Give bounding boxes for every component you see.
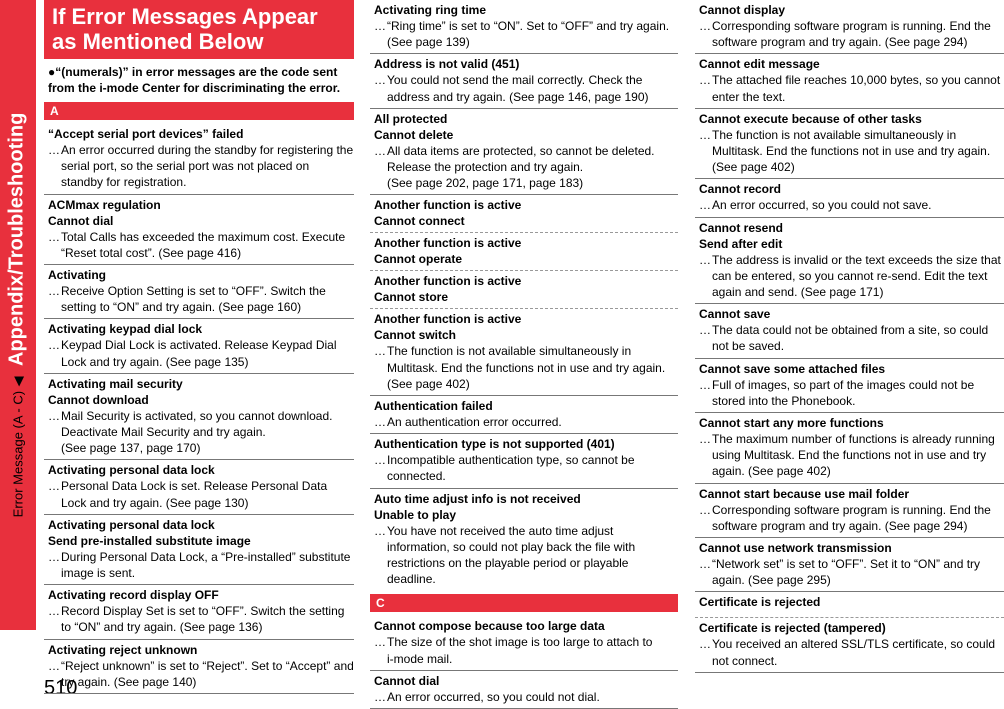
error-title: Cannot edit message — [699, 57, 820, 72]
error-entry — [695, 54, 1004, 108]
error-title: Send pre-installed substitute image — [48, 533, 251, 548]
error-description: … You could not send the mail correctly. Check the address and try again. (See page 146, page 190) — [374, 72, 678, 104]
sidebar-marker-icon: ◀ — [10, 376, 26, 387]
error-title: Cannot save — [699, 307, 771, 322]
error-entry — [44, 585, 354, 639]
error-description-ref: (See page 137, page 170) — [61, 441, 201, 456]
error-entry — [370, 233, 678, 271]
error-description: … “Ring time” is set to “ON”. Set to “OFF” and try again. (See page 139) — [374, 18, 678, 50]
error-description: … An error occurred, so you could not save. — [699, 197, 1004, 213]
error-title: Another function is active — [374, 274, 522, 289]
error-entry — [370, 309, 678, 396]
error-description: … Full of images, so part of the images could not be stored into the Phonebook. — [699, 377, 1004, 409]
column-1 — [44, 0, 354, 694]
error-description — [374, 634, 678, 666]
error-title: Address is not valid (451) — [374, 57, 520, 72]
error-entry — [44, 265, 354, 319]
error-entry — [695, 218, 1004, 305]
error-entry — [44, 640, 354, 694]
error-title: Authentication type is not supported (401) — [374, 437, 615, 452]
error-entry — [695, 179, 1004, 217]
column-3 — [695, 0, 1004, 673]
error-entry — [695, 538, 1004, 592]
error-description: … You have not received the auto time adjust information, so could not play back the file with restrictions on the playable period or playable deadline. — [374, 523, 678, 588]
error-description: … The function is not available simultaneously in Multitask. End the functions not in use and try again. (See page 402) — [374, 343, 678, 392]
error-entry — [370, 396, 678, 434]
note-text: “(numerals)” in error messages are the code sent from the i-mode Center for discriminating the error. — [48, 65, 341, 95]
error-title: Cannot download — [48, 392, 149, 407]
page-title: If Error Messages Appear as Mentioned Below — [44, 0, 354, 59]
error-description: … The function is not available simultaneously in Multitask. End the functions not in use and try again. (See page 402) — [699, 127, 1004, 176]
error-entry — [695, 109, 1004, 180]
error-title: Cannot dial — [48, 213, 114, 228]
error-title: Activating reject unknown — [48, 642, 198, 657]
error-title: Cannot connect — [374, 214, 465, 229]
error-title: Activating mail security — [48, 376, 183, 391]
error-title: Cannot resend — [699, 220, 784, 235]
error-description: … The attached file reaches 10,000 bytes, so you cannot enter the text. — [699, 72, 1004, 104]
error-title: Activating record display OFF — [48, 588, 219, 603]
error-title: Cannot operate — [374, 252, 463, 267]
error-title: Another function is active — [374, 198, 522, 213]
error-entry — [370, 616, 678, 670]
page-number: 510 — [44, 677, 78, 699]
error-entry — [44, 195, 354, 265]
error-description-text: Mail Security is activated, so you cannot download. Deactivate Mail Security and try again. — [61, 408, 333, 440]
error-entry — [370, 195, 678, 233]
error-title: Certificate is rejected (tampered) — [699, 621, 886, 636]
error-title: Auto time adjust info is not received — [374, 491, 581, 506]
error-description: … Keypad Dial Lock is activated. Release Keypad Dial Lock and try again. (See page 135) — [48, 337, 354, 369]
error-description: … The maximum number of functions is already running using Multitask. End the functions not in use and try again. (See page 402) — [699, 431, 1004, 480]
error-description: … Record Display Set is set to “OFF”. Switch the setting to “ON” and try again. (See page 136) — [48, 603, 354, 635]
error-title: Send after edit — [699, 236, 783, 251]
sidebar-title: Appendix/Troubleshooting — [5, 112, 28, 366]
error-description-text: All data items are protected, so cannot be deleted. Release the protection and try again. — [387, 143, 655, 175]
section-header-a: A — [44, 102, 354, 120]
error-entry — [44, 319, 354, 373]
error-description: … Receive Option Setting is set to “OFF”. Switch the setting to “ON” and try again. (See page 160) — [48, 283, 354, 315]
bullet-icon: ● — [48, 65, 56, 79]
error-title: Activating personal data lock — [48, 517, 215, 532]
sidebar-label — [6, 113, 29, 518]
error-entry — [370, 489, 678, 591]
error-entry — [44, 460, 354, 514]
error-entry — [370, 434, 678, 488]
error-title: Authentication failed — [374, 399, 493, 414]
error-title: Cannot compose because too large data — [374, 619, 605, 634]
error-title: Cannot dial — [374, 673, 440, 688]
error-title: Cannot execute because of other tasks — [699, 111, 922, 126]
error-entry — [44, 374, 354, 461]
error-title: ACMmax regulation — [48, 197, 161, 212]
error-title: Activating ring time — [374, 3, 487, 17]
error-title: Cannot record — [699, 182, 782, 197]
error-title: All protected — [374, 111, 448, 126]
error-description: … An authentication error occurred. — [374, 414, 678, 430]
error-description: … Personal Data Lock is set. Release Personal Data Lock and try again. (See page 130) — [48, 478, 354, 510]
error-description — [48, 408, 354, 457]
error-entry — [695, 0, 1004, 54]
error-description: … During Personal Data Lock, a “Pre-installed” substitute image is sent. — [48, 549, 354, 581]
error-entry — [44, 124, 354, 195]
error-description-ref: (See page 202, page 171, page 183) — [387, 176, 584, 191]
error-title: Another function is active — [374, 236, 522, 251]
error-entry — [695, 413, 1004, 484]
error-description: … The data could not be obtained from a site, so could not be saved. — [699, 322, 1004, 354]
note — [44, 64, 354, 96]
error-description: … Incompatible authentication type, so cannot be connected. — [374, 452, 678, 484]
error-entry — [370, 0, 678, 54]
error-description: … “Network set” is set to “OFF”. Set it to “ON” and try again. (See page 295) — [699, 556, 1004, 588]
error-title: Cannot display — [699, 3, 786, 17]
error-entry — [695, 592, 1004, 618]
error-title: Cannot save some attached files — [699, 361, 886, 376]
error-entry — [695, 304, 1004, 358]
sidebar — [0, 0, 36, 697]
error-description: … You received an altered SSL/TLS certificate, so could not connect. — [699, 636, 1004, 668]
error-description: … Total Calls has exceeded the maximum cost. Execute “Reset total cost”. (See page 416) — [48, 229, 354, 261]
error-entry — [44, 515, 354, 585]
error-entry — [370, 54, 678, 108]
error-title: “Accept serial port devices” failed — [48, 127, 244, 141]
error-title: Activating — [48, 268, 107, 283]
error-description: … Corresponding software program is running. End the software program and try again. (See page 294) — [699, 502, 1004, 534]
sidebar-subtitle: Error Message (A - C) — [10, 390, 26, 518]
error-description: … An error occurred, so you could not dial. — [374, 689, 678, 705]
error-description-text: The size of the shot image is too large to attach to — [387, 635, 653, 650]
error-description — [374, 143, 678, 192]
error-title: Unable to play — [374, 507, 457, 522]
error-entry — [695, 484, 1004, 538]
error-description: … The address is invalid or the text exceeds the size that can be entered, so you cannot re-send. Edit the text again and send. (See page 171) — [699, 252, 1004, 301]
error-title: Cannot use network transmission — [699, 541, 892, 556]
error-title: Another function is active — [374, 312, 522, 327]
error-description: … An error occurred during the standby for registering the serial port, so the serial port was not placed on standby for registration. — [48, 142, 354, 191]
error-entry — [695, 359, 1004, 413]
error-title: Cannot switch — [374, 328, 457, 343]
error-entry — [370, 109, 678, 196]
error-entry — [370, 671, 678, 709]
error-description: … Corresponding software program is running. End the software program and try again. (See page 294) — [699, 18, 1004, 50]
error-title: Cannot start any more functions — [699, 416, 884, 431]
error-title: Activating personal data lock — [48, 463, 215, 478]
error-title: Certificate is rejected — [699, 595, 821, 610]
error-entry — [695, 618, 1004, 672]
error-entry — [370, 271, 678, 309]
column-2 — [370, 0, 678, 709]
section-header-c: C — [370, 594, 678, 612]
error-title: Cannot delete — [374, 127, 454, 142]
error-description-ref: i-mode mail. — [387, 651, 453, 666]
error-description: … “Reject unknown” is set to “Reject”. Set to “Accept” and try again. (See page 140) — [48, 658, 354, 690]
error-title: Cannot start because use mail folder — [699, 486, 910, 501]
error-title: Activating keypad dial lock — [48, 322, 203, 337]
error-title: Cannot store — [374, 290, 449, 305]
